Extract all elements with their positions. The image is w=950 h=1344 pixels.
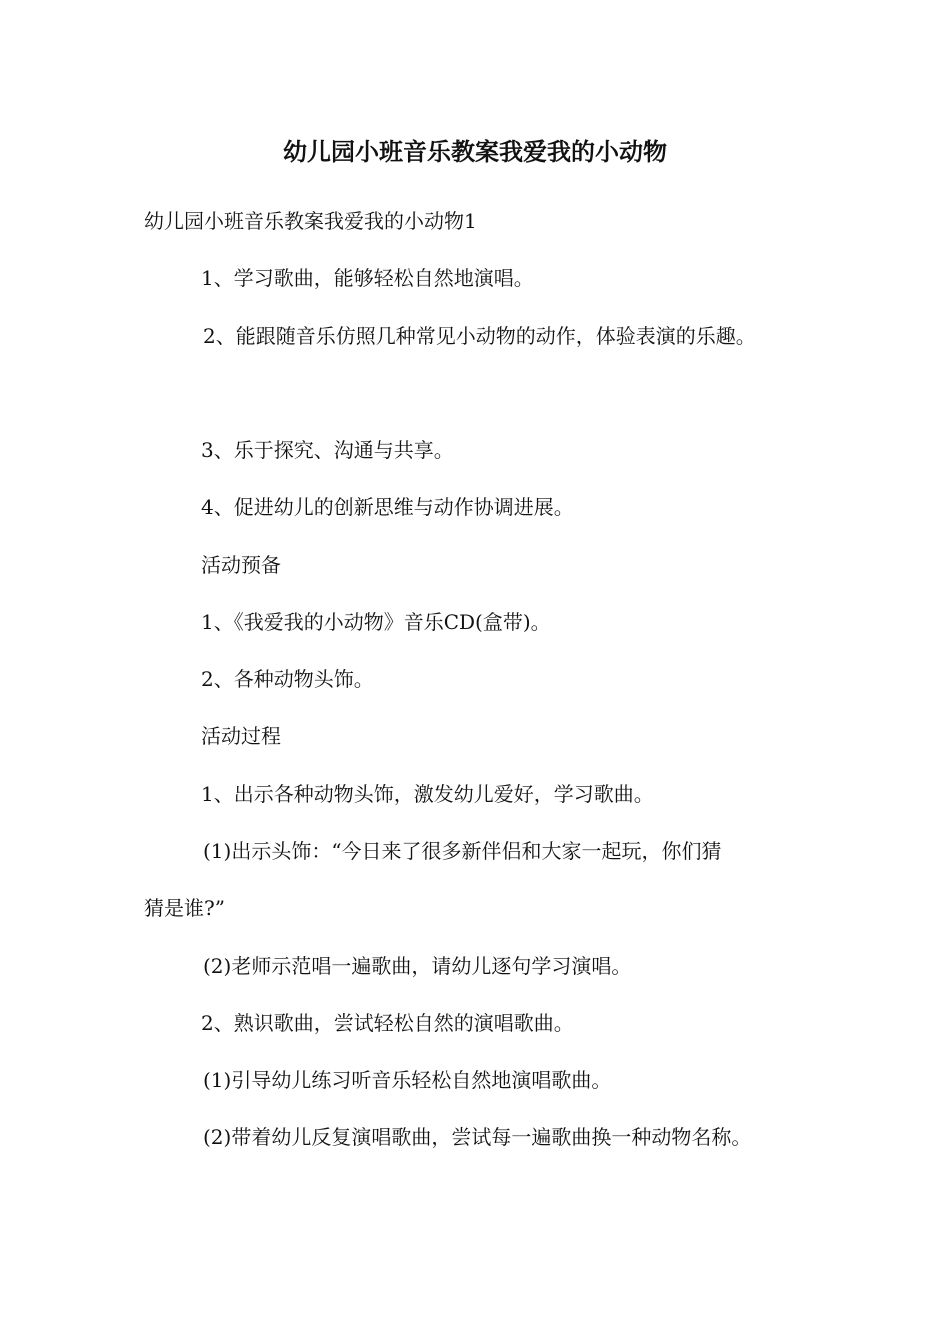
paragraph-line: 2、各种动物头饰。 — [201, 667, 374, 691]
paragraph-line: 2、熟识歌曲，尝试轻松自然的演唱歌曲。 — [201, 1011, 574, 1035]
paragraph-line: 4、促进幼儿的创新思维与动作协调进展。 — [201, 495, 574, 519]
paragraph-line: 3、乐于探究、沟通与共享。 — [201, 438, 454, 462]
document-title: 幼儿园小班音乐教案我爱我的小动物 — [283, 137, 667, 166]
subsection-heading: 活动预备 — [201, 553, 281, 577]
paragraph-line: (2)老师示范唱一遍歌曲，请幼儿逐句学习演唱。 — [203, 954, 632, 978]
section-heading: 幼儿园小班音乐教案我爱我的小动物1 — [144, 209, 477, 233]
subsection-heading: 活动过程 — [201, 724, 281, 748]
paragraph-line: 1、出示各种动物头饰，激发幼儿爱好，学习歌曲。 — [201, 782, 654, 806]
paragraph-line: 猜是谁?” — [144, 896, 225, 920]
paragraph-line: 2、能跟随音乐仿照几种常见小动物的动作，体验表演的乐趣。 — [203, 324, 756, 348]
paragraph-line: (1)出示头饰：“今日来了很多新伴侣和大家一起玩，你们猜 — [203, 839, 722, 863]
paragraph-line: 1、《我爱我的小动物》音乐CD(盒带)。 — [201, 610, 551, 634]
paragraph-line: (1)引导幼儿练习听音乐轻松自然地演唱歌曲。 — [203, 1068, 612, 1092]
paragraph-line: 1、学习歌曲，能够轻松自然地演唱。 — [201, 266, 534, 290]
paragraph-line: (2)带着幼儿反复演唱歌曲，尝试每一遍歌曲换一种动物名称。 — [203, 1125, 752, 1149]
